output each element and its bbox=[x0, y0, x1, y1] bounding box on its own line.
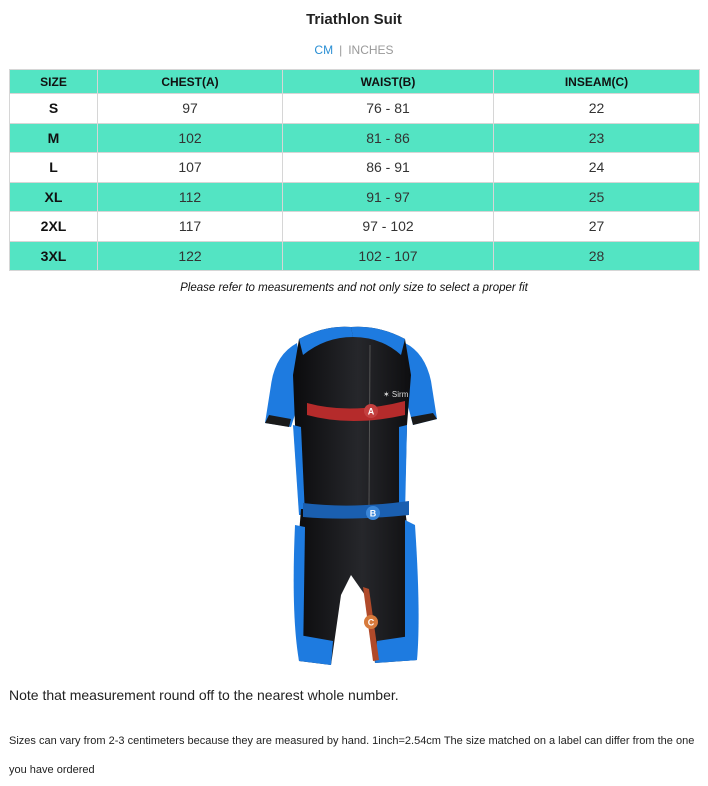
brand-logo: ✶ Sirm bbox=[383, 390, 409, 399]
unit-inches-option[interactable]: INCHES bbox=[348, 43, 394, 57]
size-cell: S bbox=[10, 94, 98, 124]
triathlon-suit-illustration bbox=[255, 315, 455, 680]
size-cell: XL bbox=[10, 182, 98, 212]
header-waist: WAIST(B) bbox=[283, 70, 494, 94]
waist-cell: 102 - 107 bbox=[283, 241, 494, 271]
table-row bbox=[10, 94, 700, 124]
marker-a: A bbox=[367, 406, 375, 417]
fit-note: Please refer to measurements and not only size to select a proper fit bbox=[180, 282, 528, 294]
chest-cell: 102 bbox=[98, 123, 283, 153]
size-cell: L bbox=[10, 153, 98, 183]
marker-c: C bbox=[367, 617, 375, 628]
chest-cell: 117 bbox=[98, 212, 283, 242]
table-row bbox=[10, 241, 700, 271]
waist-cell: 86 - 91 bbox=[283, 153, 494, 183]
inseam-cell: 25 bbox=[494, 182, 700, 212]
waist-cell: 91 - 97 bbox=[283, 182, 494, 212]
table-row bbox=[10, 123, 700, 153]
waist-cell: 76 - 81 bbox=[283, 94, 494, 124]
table-header-row bbox=[10, 70, 700, 94]
chest-cell: 97 bbox=[98, 94, 283, 124]
unit-toggle bbox=[0, 43, 708, 57]
size-cell: M bbox=[10, 123, 98, 153]
header-chest: CHEST(A) bbox=[98, 70, 283, 94]
header-inseam: INSEAM(C) bbox=[494, 70, 700, 94]
inseam-cell: 27 bbox=[494, 212, 700, 242]
unit-separator: | bbox=[339, 43, 343, 57]
inseam-cell: 28 bbox=[494, 241, 700, 271]
chest-cell: 112 bbox=[98, 182, 283, 212]
waist-cell: 97 - 102 bbox=[283, 212, 494, 242]
inseam-cell: 22 bbox=[494, 94, 700, 124]
size-cell: 3XL bbox=[10, 241, 98, 271]
rounding-note: Note that measurement round off to the nearest whole number. bbox=[9, 687, 399, 703]
chest-cell: 122 bbox=[98, 241, 283, 271]
table-row bbox=[10, 212, 700, 242]
waist-cell: 81 - 86 bbox=[283, 123, 494, 153]
unit-cm-option[interactable]: CM bbox=[314, 43, 334, 57]
chest-cell: 107 bbox=[98, 153, 283, 183]
table-row bbox=[10, 153, 700, 183]
size-cell: 2XL bbox=[10, 212, 98, 242]
inseam-cell: 23 bbox=[494, 123, 700, 153]
table-row bbox=[10, 182, 700, 212]
inseam-cell: 24 bbox=[494, 153, 700, 183]
page-title: Triathlon Suit bbox=[306, 11, 402, 28]
header-size: SIZE bbox=[10, 70, 98, 94]
variance-note: Sizes can vary from 2-3 centimeters because they are measured by hand. 1inch=2.54cm The size matched on a label can differ from the one you have ordered bbox=[9, 735, 695, 776]
size-chart-table bbox=[9, 69, 700, 271]
marker-b: B bbox=[369, 508, 377, 519]
